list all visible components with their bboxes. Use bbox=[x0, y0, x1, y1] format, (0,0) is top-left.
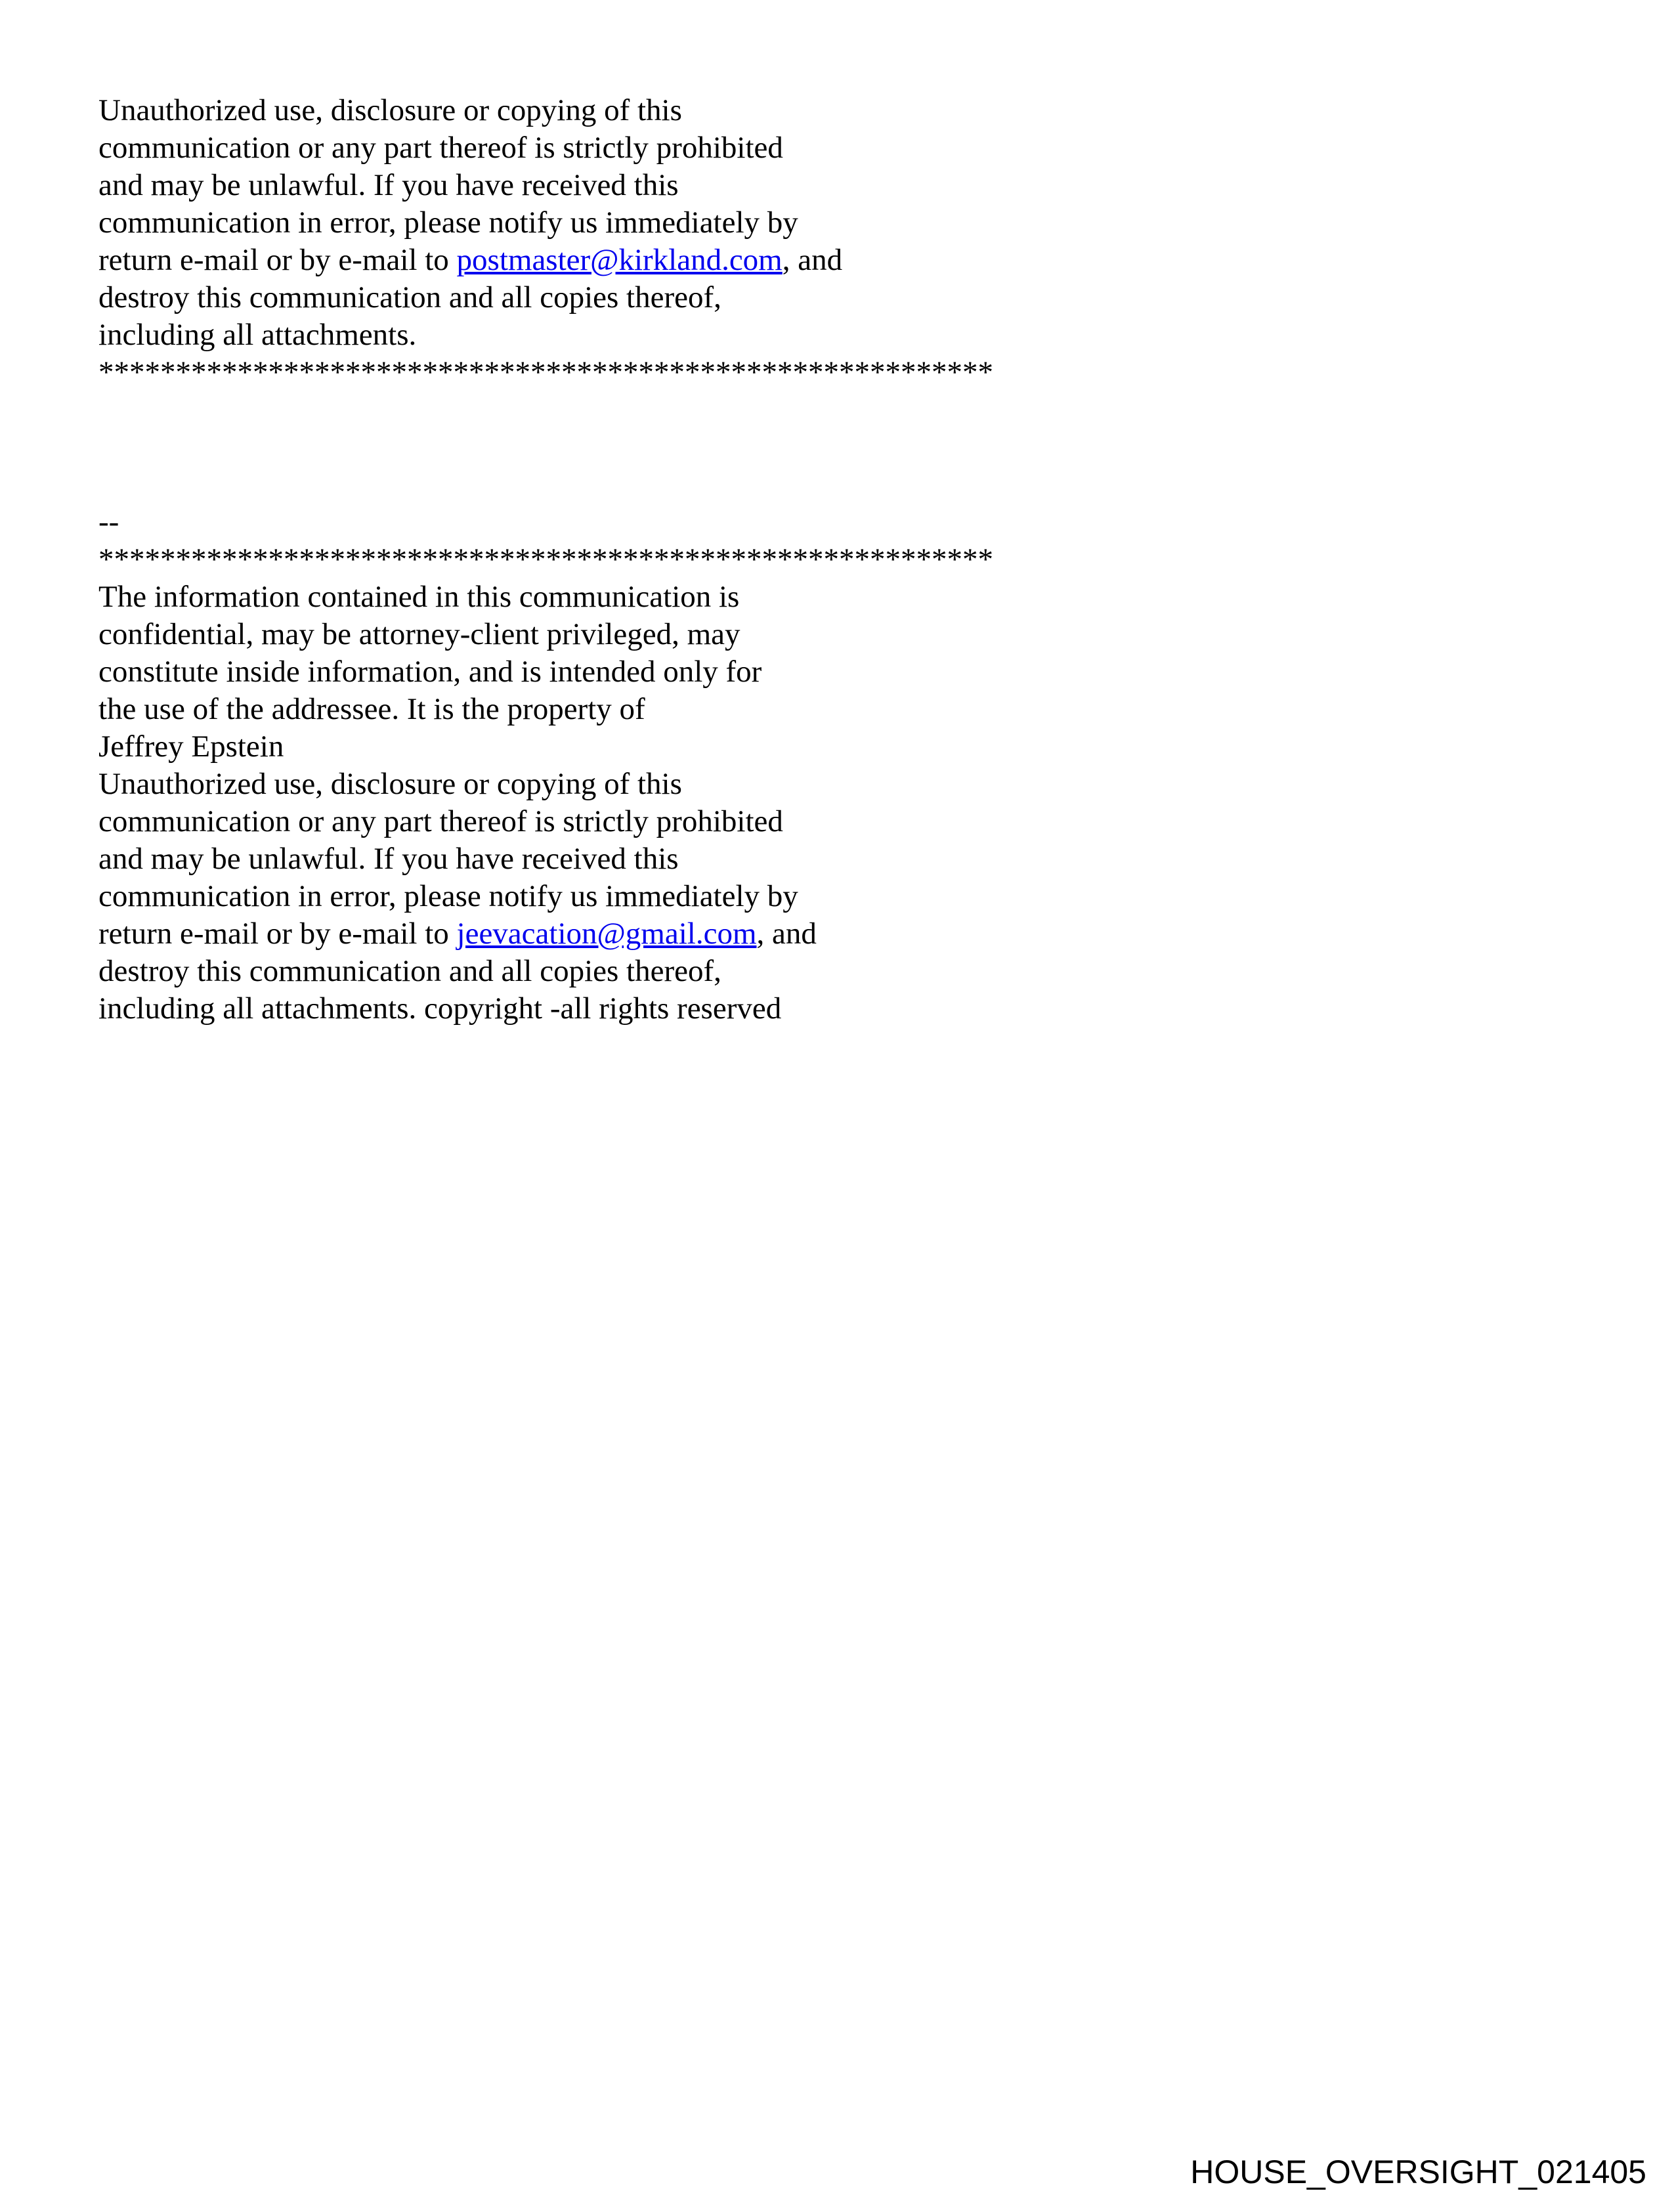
disclaimer-line: communication or any part thereof is strictly prohibited bbox=[98, 131, 783, 165]
disclaimer-email-line bbox=[98, 242, 1214, 279]
disclaimer-line: including all attachments. copyright -all rights reserved bbox=[98, 991, 782, 1026]
disclaimer-line: and may be unlawful. If you have received this bbox=[98, 842, 679, 876]
email-line-suffix: , and bbox=[756, 917, 817, 951]
spacer bbox=[98, 391, 1214, 504]
disclaimer-line: destroy this communication and all copies thereof, bbox=[98, 954, 721, 988]
disclaimer-line: Unauthorized use, disclosure or copying of this bbox=[98, 93, 682, 127]
asterisk-separator: ********************************************************** bbox=[98, 542, 993, 576]
disclaimer-line: and may be unlawful. If you have received this bbox=[98, 168, 679, 202]
disclaimer-line: Unauthorized use, disclosure or copying of this bbox=[98, 767, 682, 801]
postmaster-email-link[interactable]: postmaster@kirkland.com bbox=[456, 243, 783, 277]
disclaimer-line: confidential, may be attorney-client privileged, may bbox=[98, 617, 740, 651]
disclaimer-line: the use of the addressee. It is the property of bbox=[98, 692, 645, 726]
email-line-prefix: return e-mail or by e-mail to bbox=[98, 243, 457, 277]
disclaimer-line: destroy this communication and all copies thereof, bbox=[98, 280, 721, 314]
jeevacation-email-link[interactable]: jeevacation@gmail.com bbox=[456, 917, 757, 951]
email-line-prefix: return e-mail or by e-mail to bbox=[98, 917, 457, 951]
disclaimer-line: including all attachments. bbox=[98, 318, 417, 352]
disclaimer-line: communication in error, please notify us immediately by bbox=[98, 206, 798, 240]
disclaimer-line: communication in error, please notify us immediately by bbox=[98, 879, 798, 913]
disclaimer-line: Jeffrey Epstein bbox=[98, 729, 284, 764]
disclaimer-email-line bbox=[98, 915, 1214, 953]
asterisk-separator: ********************************************************** bbox=[98, 355, 993, 389]
bates-number: HOUSE_OVERSIGHT_021405 bbox=[1190, 2154, 1646, 2190]
disclaimer-line: constitute inside information, and is intended only for bbox=[98, 655, 762, 689]
signature-dashes: -- bbox=[98, 505, 119, 539]
disclaimer-block-epstein bbox=[98, 504, 1214, 1028]
disclaimer-line: communication or any part thereof is strictly prohibited bbox=[98, 804, 783, 838]
disclaimer-line: The information contained in this communication is bbox=[98, 580, 740, 614]
email-document-body bbox=[98, 92, 1214, 1028]
disclaimer-block-kirkland bbox=[98, 92, 1214, 391]
email-line-suffix: , and bbox=[782, 243, 843, 277]
